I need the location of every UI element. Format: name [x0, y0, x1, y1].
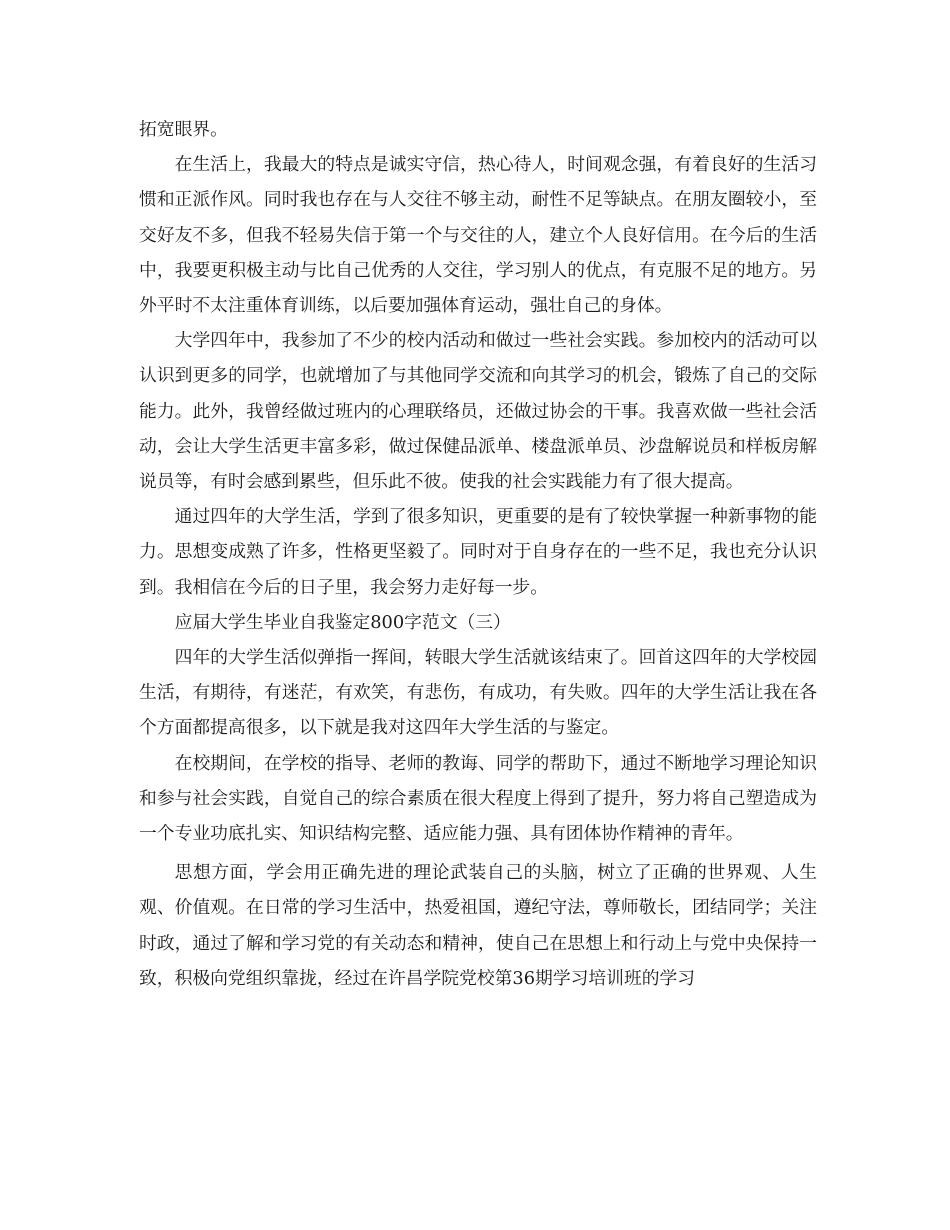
paragraph-1: 拓宽眼界。	[139, 119, 228, 140]
paragraph-5: 四年的大学生活似弹指一挥间，转眼大学生活就该结束了。回首这四年的大学校园生活，有期待，有迷茫，有欢笑，有悲伤，有成功，有失败。四年的大学生活让我在各个方面都提高很多，以下就是我对这四年大学生活的与鉴定。	[139, 647, 817, 739]
paragraph-2: 在生活上，我最大的特点是诚实守信，热心待人，时间观念强，有着良好的生活习惯和正派作风。同时我也存在与人交往不够主动，耐性不足等缺点。在朋友圈较小，至交好友不多，但我不轻易失信于第一个与交往的人，建立个人良好信用。在今后的生活中，我要更积极主动与比自己优秀的人交往，学习别人的优点，有克服不足的地方。另外平时不太注重体育训练，以后要加强体育运动，强壮自己的身体。	[139, 154, 817, 317]
paragraph-6: 在校期间，在学校的指导、老师的教诲、同学的帮助下，通过不断地学习理论知识和参与社会实践，自觉自己的综合素质在很大程度上得到了提升，努力将自己塑造成为一个专业功底扎实、知识结构完整、适应能力强、具有团体协作精神的青年。	[139, 752, 817, 845]
paragraph-4: 通过四年的大学生活，学到了很多知识，更重要的是有了较快掌握一种新事物的能力。思想变成熟了许多，性格更坚毅了。同时对于自身存在的一些不足，我也充分认识到。我相信在今后的日子里，我会努力走好每一步。	[139, 506, 817, 598]
paragraph-7: 思想方面，学会用正确先进的理论武装自己的头脑，树立了正确的世界观、人生观、价值观。在日常的学习生活中，热爱祖国，遵纪守法，尊师敬长，团结同学；关注时政，通过了解和学习党的有关动态和精神，使自己在思想上和行动上与党中央保持一致，积极向党组织靠拢，经过在许昌学院党校第36期学习培训班的学习	[139, 862, 817, 989]
section-heading: 应届大学生毕业自我鉴定800字范文（三）	[174, 611, 511, 633]
document-page	[139, 112, 817, 996]
paragraph-3: 大学四年中，我参加了不少的校内活动和做过一些社会实践。参加校内的活动可以认识到更多的同学，也就增加了与其他同学交流和向其学习的机会，锻炼了自己的交际能力。此外，我曾经做过班内的心理联络员，还做过协会的干事。我喜欢做一些社会活动，会让大学生活更丰富多彩，做过保健品派单、楼盘派单员、沙盘解说员和样板房解说员等，有时会感到累些，但乐此不彼。使我的社会实践能力有了很大提高。	[139, 330, 817, 493]
